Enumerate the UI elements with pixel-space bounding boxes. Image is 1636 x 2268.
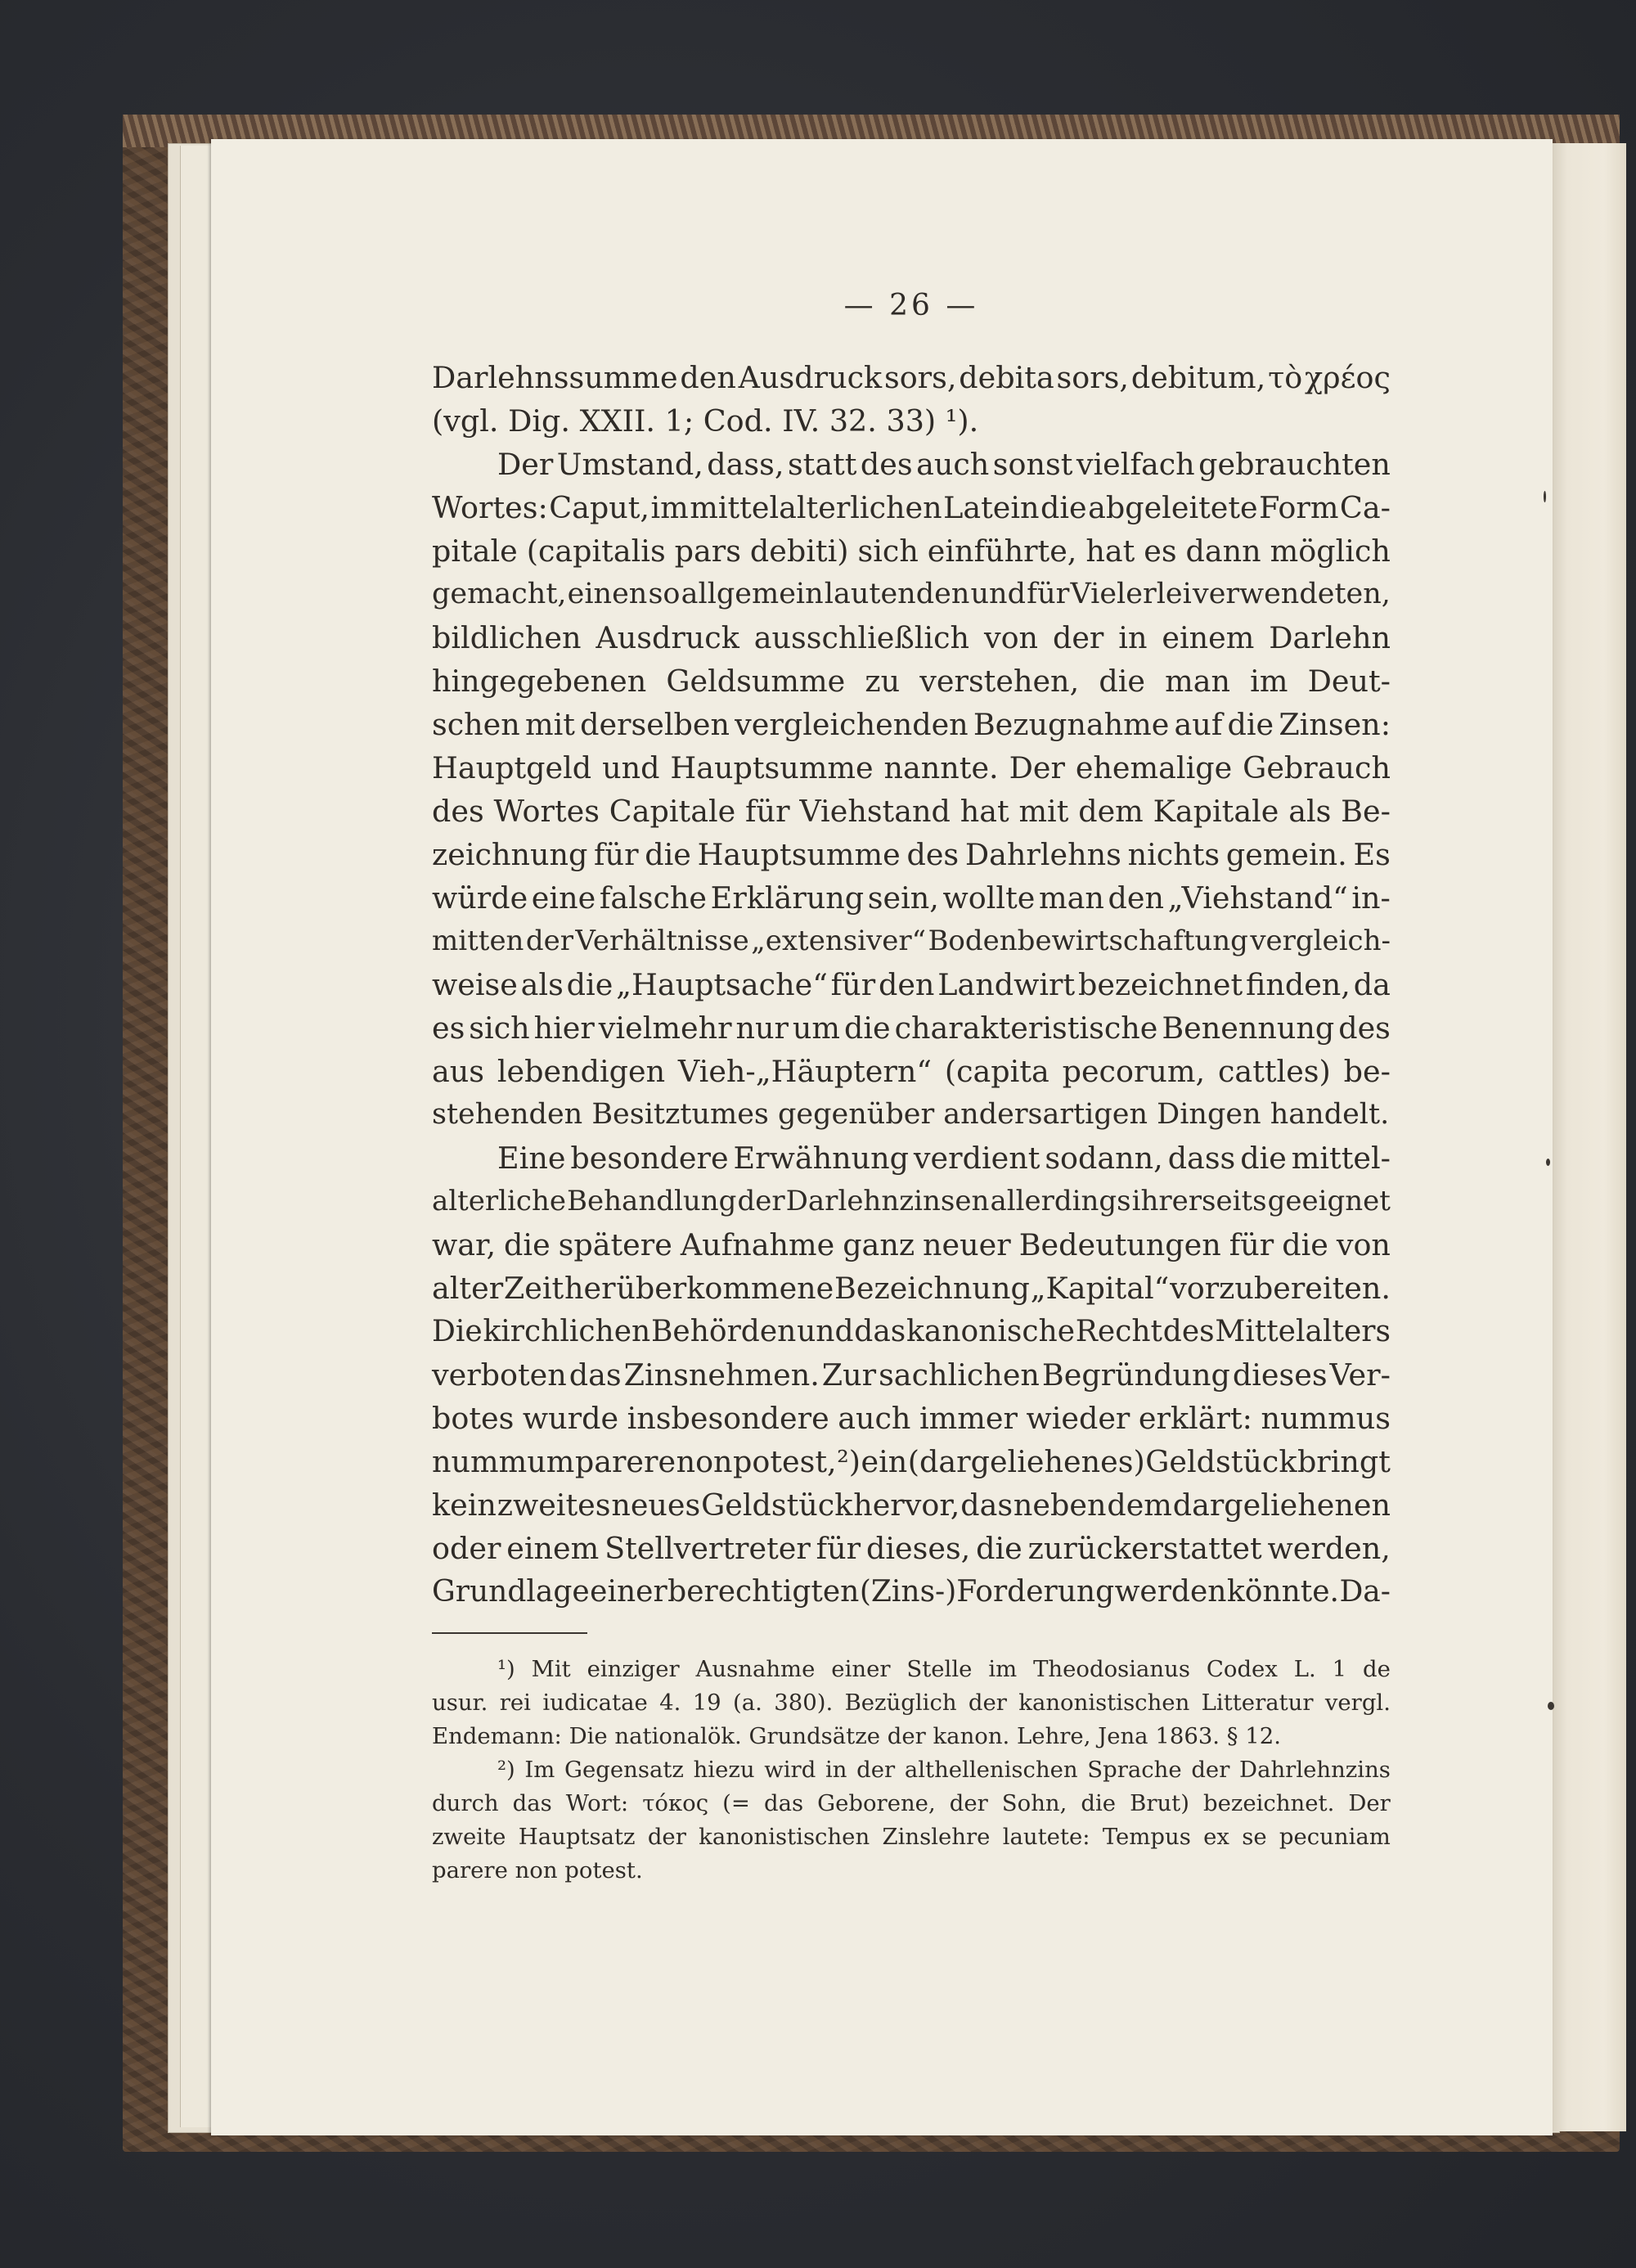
text-line: pitale (capitalis pars debiti) sich einführte, hat es dann möglich xyxy=(432,533,1391,569)
footnotes xyxy=(432,1653,1391,1888)
text-line: Darlehnssumme den Ausdruck sors, debita sors, debitum, τὸ χρέος xyxy=(432,360,1391,395)
text-line: Die kirchlichen Behörden und das kanonische Recht des Mittelalters xyxy=(432,1315,1391,1348)
footnote-line: ¹) Mit einziger Ausnahme einer Stelle im Theodosianus Codex L. 1 de xyxy=(497,1656,1391,1682)
text-line: des Wortes Capitale für Viehstand hat mit dem Kapitale als Be- xyxy=(432,794,1391,829)
text-line: botes wurde insbesondere auch immer wieder erklärt: nummus xyxy=(432,1401,1391,1436)
text-line: Der Umstand, dass, statt des auch sonst vielfach gebrauchten xyxy=(497,447,1391,482)
footnote-line: Endemann: Die nationalök. Grundsätze der kanon. Lehre, Jena 1863. § 12. xyxy=(432,1723,1282,1749)
margin-speck xyxy=(1544,491,1546,502)
text-line: schen mit derselben vergleichenden Bezugnahme auf die Zinsen: xyxy=(432,707,1391,742)
page-number: — 26 — xyxy=(843,289,979,322)
text-line: war, die spätere Aufnahme ganz neuer Bedeutungen für die von xyxy=(432,1227,1391,1262)
text-line: (vgl. Dig. XXII. 1; Cod. IV. 32. 33) ¹). xyxy=(432,403,979,439)
footnote-line: ²) Im Gegensatz hiezu wird in der althellenischen Sprache der Dahrlehnzins xyxy=(497,1757,1391,1783)
text-line: Eine besondere Erwähnung verdient sodann, dass die mittel- xyxy=(497,1141,1391,1176)
text-line: weise als die „Hauptsache“ für den Landwirt bezeichnet finden, da xyxy=(432,967,1391,1002)
body-text xyxy=(432,356,1391,1613)
text-line: Grundlage einer berechtigten (Zins-)Forderung werden könnte. Da- xyxy=(432,1575,1391,1609)
footnote-separator-rule xyxy=(432,1632,587,1634)
text-line: alterliche Behandlung der Darlehnzinsen allerdings ihrerseits geeignet xyxy=(432,1185,1391,1217)
text-line: Wortes: Caput, im mittelalterlichen Latein die abgeleitete Form Ca- xyxy=(432,490,1391,525)
text-line: würde eine falsche Erklärung sein, wollte man den „Viehstand“ in- xyxy=(432,880,1391,916)
text-line: zeichnung für die Hauptsumme des Dahrlehns nichts gemein. Es xyxy=(432,837,1391,872)
text-line: es sich hier vielmehr nur um die charakteristische Benennung des xyxy=(432,1010,1391,1046)
footnote-line: zweite Hauptsatz der kanonistischen Zinslehre lautete: Tempus ex se pecuniam xyxy=(432,1824,1391,1850)
facing-page-edge xyxy=(1553,143,1626,2131)
footnote-line: parere non potest. xyxy=(432,1857,643,1883)
text-line: oder einem Stellvertreter für dieses, die zurückerstattet werden, xyxy=(432,1531,1391,1566)
text-line: alter Zeit her überkommene Bezeichnung „Kapital“ vorzubereiten. xyxy=(432,1271,1391,1306)
text-line: gemacht, einen so allgemein lautenden und für Vielerlei verwendeten, xyxy=(432,578,1391,610)
text-line: kein zweites neues Geldstück hervor, das neben dem dargeliehenen xyxy=(432,1487,1391,1523)
footnote-line: durch das Wort: τόκος (= das Geborene, der Sohn, die Brut) bezeichnet. Der xyxy=(432,1790,1391,1816)
text-line: Hauptgeld und Hauptsumme nannte. Der ehemalige Gebrauch xyxy=(432,750,1391,785)
text-line: aus lebendigen Vieh-„Häuptern“ (capita pecorum, cattles) be- xyxy=(432,1054,1391,1089)
text-line: hingegebenen Geldsumme zu verstehen, die man im Deut- xyxy=(432,664,1391,699)
text-line: nummum parere non potest, ²) ein (dargeliehenes) Geldstück bringt xyxy=(432,1444,1391,1479)
footnote-line: usur. rei iudicatae 4. 19 (a. 380). Bezüglich der kanonistischen Litteratur vergl. xyxy=(432,1690,1391,1716)
text-line: mitten der Verhältnisse „extensiver“ Bodenbewirtschaftung vergleich- xyxy=(432,925,1391,957)
text-line: bildlichen Ausdruck ausschließlich von der in einem Darlehn xyxy=(432,620,1391,655)
margin-speck xyxy=(1548,1702,1554,1710)
text-line: stehenden Besitztumes gegenüber andersartigen Dingen handelt. xyxy=(432,1098,1390,1131)
margin-speck xyxy=(1546,1159,1550,1166)
text-line: verboten das Zinsnehmen. Zur sachlichen Begründung dieses Ver- xyxy=(432,1357,1391,1393)
